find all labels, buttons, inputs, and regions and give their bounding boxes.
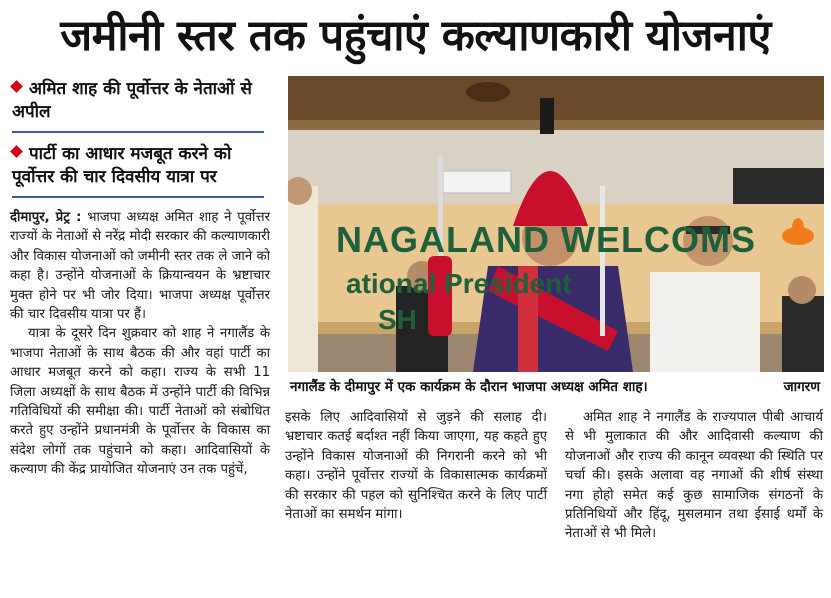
subhead-1 [12, 78, 262, 124]
headline: जमीनी स्तर तक पहुंचाएं कल्याणकारी योजनाएं [60, 11, 771, 61]
article-paragraph: अमित शाह ने नगालैंड के राज्यपाल पीबी आचार्य से भी मुलाकात की और आदिवासी कल्याण की योजनाओं और राज्य की कानून व्यवस्था की स्थिति पर चर्चा की। इसके अलावा वह नगाओं की शीर्ष संस्था नगा होहो समेत कई कुछ सामाजिक संगठनों के प्रतिनिधियों और हिंदू, मुसलमान तथा ईसाई धर्मों के नेताओं से भी मिले। [565, 410, 823, 542]
banner-text-2: ational President [346, 268, 572, 299]
photo-caption [288, 377, 824, 399]
subhead-divider-1 [12, 131, 264, 133]
article-paragraph [10, 208, 270, 324]
subhead-2-text: पार्टी का आधार मजबूत करने को पूर्वोत्तर की चार दिवसीय यात्रा पर [12, 144, 232, 187]
article-text: भाजपा अध्यक्ष अमित शाह ने पूर्वोत्तर राज्यों के नेताओं से नरेंद्र मोदी सरकार की कल्याणकारी और विकास योजनाओं को जमीनी स्तर तक ले जाने को कहा है। उन्होंने योजनाओं के क्रियान्वयन के भ्रष्टाचार मुक्त होने पर भी जोर दिया। भाजपा अध्यक्ष पूर्वोत्तर की चार दिवसीय यात्रा पर हैं। [10, 210, 270, 323]
news-photo [288, 76, 824, 372]
subhead-1-text: अमित शाह की पूर्वोत्तर के नेताओं से अपील [12, 79, 252, 122]
banner-text-1: NAGALAND WELCOMS [336, 219, 756, 260]
bullet-icon [10, 80, 23, 93]
article-column-1 [10, 208, 270, 480]
photo-credit: जागरण [783, 379, 820, 395]
dateline: दीमापुर, प्रेट्र : [10, 210, 82, 225]
subhead-2 [12, 143, 262, 189]
bullet-icon [10, 145, 23, 158]
subhead-divider-2 [12, 196, 264, 198]
banner-text-3: SH [378, 304, 417, 335]
caption-text: नगालैंड के दीमापुर में एक कार्यक्रम के दौरान भाजपा अध्यक्ष अमित शाह। [290, 379, 648, 395]
article-column-2 [285, 408, 547, 524]
article-paragraph: यात्रा के दूसरे दिन शुक्रवार को शाह ने नगालैंड के भाजपा नेताओं के साथ बैठक की और वहां पार्टी का आधार मजबूत करने को कहा। राज्य के सभी 11 जिला अध्यक्षों के साथ बैठक में उन्होंने पार्टी की विभिन्न गतिविधियों की समीक्षा की। पार्टी नेताओं को संबोधित करते हुए उन्होंने प्रधानमंत्री के पूर्वोत्तर के विकास का संदेश लोगों तक पहुंचाने को कहा। आदिवासियों के कल्याण की केंद्र प्रायोजित योजनाएं उन तक पहुंचें, [10, 326, 270, 478]
article-column-3 [565, 408, 823, 544]
article-paragraph: इसके लिए आदिवासियों से जुड़ने की सलाह दी। भ्रष्टाचार कतई बर्दाश्त नहीं किया जाएगा, यह कहते हुए उन्होंने विकास योजनाओं की निगरानी करने को भी कहा। उन्होंने पूर्वोत्तर राज्यों के विकासात्मक कार्यक्रमों की सरकार की पहल को सुनिश्चित करने के लिए पार्टी नेताओं का समर्थन मांगा। [285, 410, 547, 523]
